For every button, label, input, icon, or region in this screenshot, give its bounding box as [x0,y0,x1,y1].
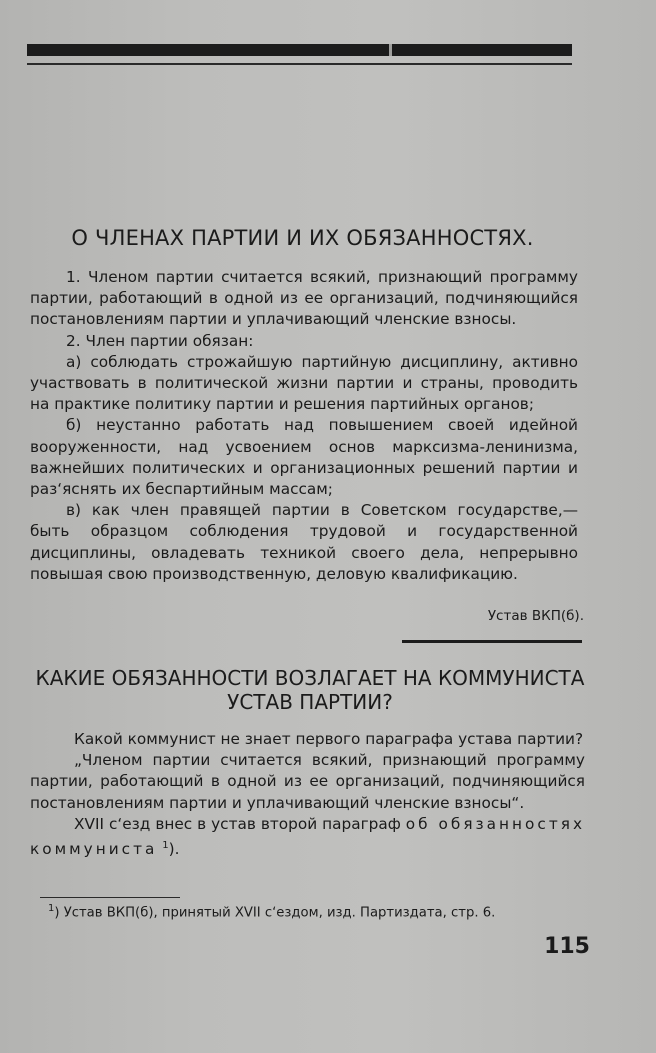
source-citation: Устав ВКП(б). [487,608,584,624]
paragraph-last [30,814,585,861]
paragraph: Какой коммунист не знает первого параграфа устава партии? [74,730,584,748]
page-number: 115 [544,934,590,959]
top-decorative-rule [27,44,572,56]
paragraph: а) соблюдать строжайшую партийную дисциплину, активно участвовать в политической жизни партии и страны, проводить на практике политику партии и решения партийных органов; [30,352,578,414]
section2-body [30,729,585,860]
section-divider [402,640,582,643]
footnote-text: ) Устав ВКП(б), принятый XVII с‘ездом, изд. Партиздата, стр. 6. [54,905,496,921]
text: ). [168,840,180,859]
paragraph: 2. Член партии обязан: [66,331,254,350]
paragraph: 1. Членом партии считается всякий, признающий программу партии, работающий в одной из ее организаций, подчиняющийся постановлениям партии и уплачивающий членские взносы. [30,268,578,329]
section2-title [30,666,590,714]
paragraph: б) неустанно работать над повышением своей идейной вооруженности, над усвоением основ марксизма-ленинизма, важнейших политических и организационных решений партии и раз‘яснять их беспартийным массам; [30,416,578,499]
paragraph: „Членом партии считается всякий, признающий программу партии, работающий в одной из ее организаций, подчиняющийся постановлениям партии и уплачивающий членские взносы“. [30,751,585,812]
paragraph: в) как член правящей партии в Советском государстве,— быть образцом соблюдения трудовой и государственной дисциплины, овладевать техникой своего дела, непрерывно повышая свою производственную, деловую квалификацию. [30,501,578,583]
footnote-mark: 1 [48,903,55,914]
footnote [48,903,588,920]
section1-body [30,267,578,585]
section2-title-line1: КАКИЕ ОБЯЗАННОСТИ ВОЗЛАГАЕТ НА КОММУНИСТА [35,666,585,690]
section1-title: О ЧЛЕНАХ ПАРТИИ И ИХ ОБЯЗАННОСТЯХ. [71,226,534,250]
spaced-text: об обязанностях коммуниста [30,814,585,859]
text: XVII с‘езд внес в устав второй параграф [74,814,406,833]
top-thin-rule [27,63,572,65]
footnote-ref[interactable]: 1 [162,840,169,852]
section2-title-line2: УСТАВ ПАРТИИ? [227,690,393,714]
footnote-rule [40,897,180,898]
